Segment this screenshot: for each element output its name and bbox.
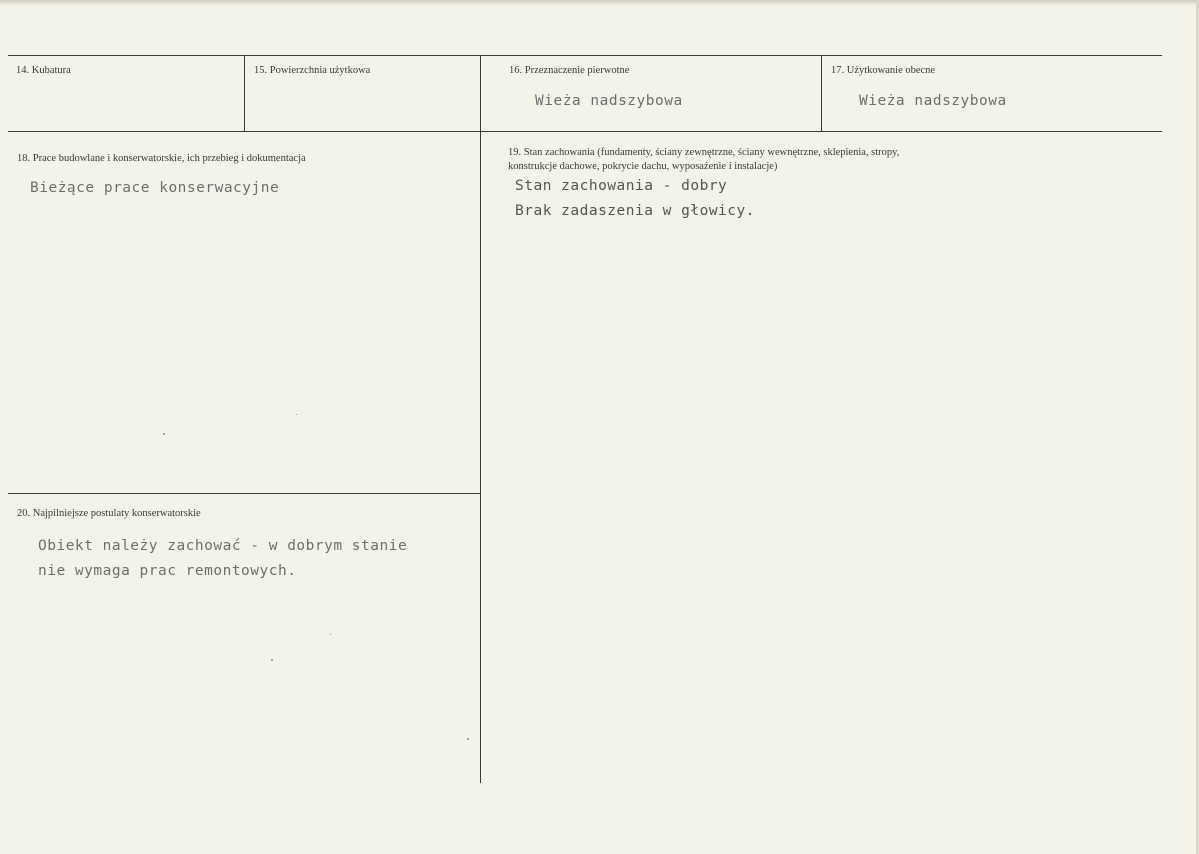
- field-20-value-line2: nie wymaga prac remontowych.: [38, 563, 297, 579]
- rule-col-3: [821, 55, 822, 131]
- paper-speck: [271, 659, 273, 661]
- field-20-label: 20. Najpilniejsze postulaty konserwatorskie: [17, 508, 201, 519]
- field-18-label: 18. Prace budowlane i konserwatorskie, ich przebieg i dokumentacja: [17, 153, 306, 164]
- field-20-value-line1: Obiekt należy zachować - w dobrym stanie: [38, 538, 408, 554]
- field-15-label: 15. Powierzchnia użytkowa: [254, 65, 371, 76]
- rule-row1-bottom: [8, 131, 1162, 132]
- rule-col-2: [480, 55, 481, 783]
- field-19-label-line1: 19. Stan zachowania (fundamenty, ściany zewnętrzne, ściany wewnętrzne, sklepienia, stropy,: [508, 147, 900, 158]
- rule-top: [8, 55, 1162, 56]
- field-16-value: Wieża nadszybowa: [535, 93, 683, 109]
- paper-speck: [467, 738, 469, 740]
- rule-field20-top: [8, 493, 480, 494]
- field-17-value: Wieża nadszybowa: [859, 93, 1007, 109]
- field-18-value: Bieżące prace konserwacyjne: [30, 180, 280, 196]
- paper-speck: [163, 433, 165, 435]
- paper-edge-shadow: [0, 0, 1199, 6]
- rule-col-1: [244, 55, 245, 131]
- field-19-label-line2: konstrukcje dachowe, pokrycie dachu, wyposażenie i instalacje): [508, 161, 778, 172]
- field-19-value-line2: Brak zadaszenia w głowicy.: [515, 203, 755, 219]
- paper-speck: [330, 634, 331, 635]
- field-16-label: 16. Przeznaczenie pierwotne: [509, 65, 630, 76]
- field-19-value-line1: Stan zachowania - dobry: [515, 178, 728, 194]
- field-14-label: 14. Kubatura: [16, 65, 71, 76]
- paper-speck: [296, 414, 297, 415]
- field-17-label: 17. Użytkowanie obecne: [831, 65, 936, 76]
